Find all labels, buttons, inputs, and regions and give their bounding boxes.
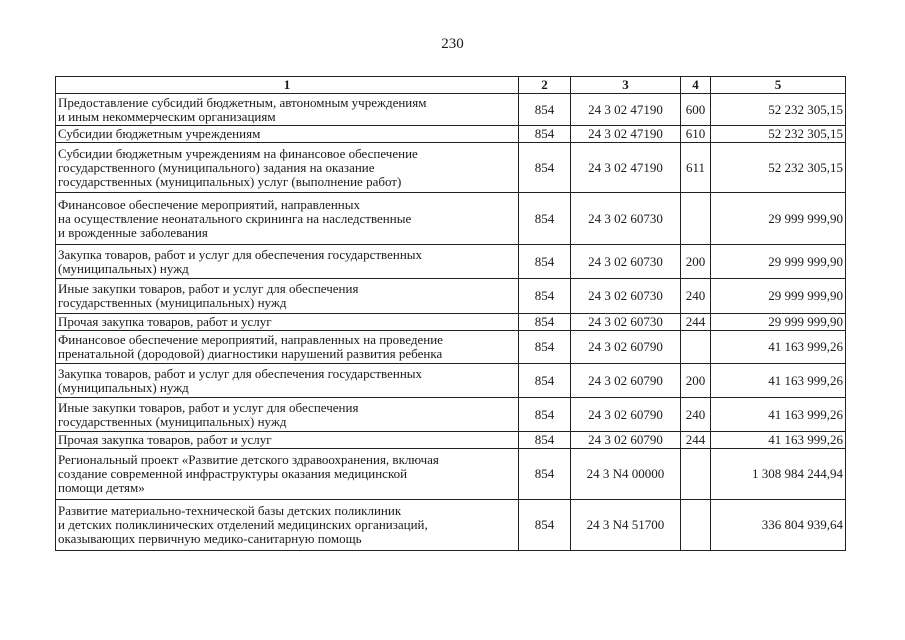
row-csr-code: 24 3 02 60730 — [571, 314, 681, 331]
table-row — [56, 193, 846, 245]
table-row — [56, 331, 846, 364]
row-sum: 1 308 984 244,94 — [711, 449, 846, 500]
table-row — [56, 398, 846, 432]
row-grbs-code: 854 — [519, 364, 571, 398]
row-name: Иные закупки товаров, работ и услуг для обеспечения государственных (муниципальных) нужд — [56, 398, 519, 432]
row-grbs-code: 854 — [519, 449, 571, 500]
row-sum: 41 163 999,26 — [711, 364, 846, 398]
table-row — [56, 126, 846, 143]
row-grbs-code: 854 — [519, 279, 571, 314]
row-sum: 52 232 305,15 — [711, 126, 846, 143]
row-vr-code: 240 — [681, 279, 711, 314]
row-vr-code: 610 — [681, 126, 711, 143]
row-name: Финансовое обеспечение мероприятий, направленных на осуществление неонатального скрининга на наследственные и врожденные заболевания — [56, 193, 519, 245]
row-name: Иные закупки товаров, работ и услуг для обеспечения государственных (муниципальных) нужд — [56, 279, 519, 314]
row-name: Региональный проект «Развитие детского здравоохранения, включая создание современной инфраструктуры оказания медицинской помощи детям» — [56, 449, 519, 500]
row-name: Прочая закупка товаров, работ и услуг — [56, 314, 519, 331]
table-row — [56, 432, 846, 449]
row-vr-code: 244 — [681, 432, 711, 449]
row-sum: 41 163 999,26 — [711, 432, 846, 449]
row-vr-code: 240 — [681, 398, 711, 432]
header-col-2: 2 — [519, 77, 571, 94]
row-name: Субсидии бюджетным учреждениям на финансовое обеспечение государственного (муниципального) задания на оказание государственных (муниципальных) услуг (выполнение работ) — [56, 143, 519, 193]
header-col-3: 3 — [571, 77, 681, 94]
row-name: Субсидии бюджетным учреждениям — [56, 126, 519, 143]
row-grbs-code: 854 — [519, 193, 571, 245]
row-grbs-code: 854 — [519, 331, 571, 364]
row-vr-code — [681, 331, 711, 364]
table-row — [56, 279, 846, 314]
table-row — [56, 500, 846, 551]
row-csr-code: 24 3 02 47190 — [571, 126, 681, 143]
row-name: Закупка товаров, работ и услуг для обеспечения государственных (муниципальных) нужд — [56, 245, 519, 279]
row-grbs-code: 854 — [519, 398, 571, 432]
row-sum: 336 804 939,64 — [711, 500, 846, 551]
row-csr-code: 24 3 02 47190 — [571, 143, 681, 193]
row-grbs-code: 854 — [519, 432, 571, 449]
row-sum: 29 999 999,90 — [711, 245, 846, 279]
table-row — [56, 94, 846, 126]
header-col-5: 5 — [711, 77, 846, 94]
row-sum: 29 999 999,90 — [711, 279, 846, 314]
table-row — [56, 364, 846, 398]
header-col-1: 1 — [56, 77, 519, 94]
row-vr-code — [681, 500, 711, 551]
row-vr-code: 600 — [681, 94, 711, 126]
budget-table — [55, 76, 846, 551]
row-grbs-code: 854 — [519, 245, 571, 279]
table-row — [56, 143, 846, 193]
row-sum: 52 232 305,15 — [711, 94, 846, 126]
row-csr-code: 24 3 02 60730 — [571, 193, 681, 245]
row-sum: 29 999 999,90 — [711, 193, 846, 245]
row-grbs-code: 854 — [519, 500, 571, 551]
row-vr-code: 200 — [681, 364, 711, 398]
row-grbs-code: 854 — [519, 126, 571, 143]
row-csr-code: 24 3 N4 00000 — [571, 449, 681, 500]
row-csr-code: 24 3 02 47190 — [571, 94, 681, 126]
row-csr-code: 24 3 02 60790 — [571, 398, 681, 432]
header-col-4: 4 — [681, 77, 711, 94]
row-name: Развитие материально-технической базы детских поликлиник и детских поликлинических отделений медицинских организаций, оказывающих первичную медико-санитарную помощь — [56, 500, 519, 551]
page-number: 230 — [441, 36, 464, 52]
row-vr-code: 244 — [681, 314, 711, 331]
row-csr-code: 24 3 N4 51700 — [571, 500, 681, 551]
row-name: Предоставление субсидий бюджетным, автономным учреждениям и иным некоммерческим организациям — [56, 94, 519, 126]
table-header-row — [56, 77, 846, 94]
row-grbs-code: 854 — [519, 314, 571, 331]
row-name: Финансовое обеспечение мероприятий, направленных на проведение пренатальной (дородовой) диагностики нарушений развития ребенка — [56, 331, 519, 364]
row-name: Закупка товаров, работ и услуг для обеспечения государственных (муниципальных) нужд — [56, 364, 519, 398]
row-vr-code: 200 — [681, 245, 711, 279]
row-vr-code — [681, 193, 711, 245]
row-grbs-code: 854 — [519, 143, 571, 193]
row-sum: 41 163 999,26 — [711, 398, 846, 432]
table-row — [56, 314, 846, 331]
row-sum: 52 232 305,15 — [711, 143, 846, 193]
row-grbs-code: 854 — [519, 94, 571, 126]
row-csr-code: 24 3 02 60790 — [571, 364, 681, 398]
row-vr-code — [681, 449, 711, 500]
table-row — [56, 449, 846, 500]
row-sum: 29 999 999,90 — [711, 314, 846, 331]
row-csr-code: 24 3 02 60730 — [571, 279, 681, 314]
row-sum: 41 163 999,26 — [711, 331, 846, 364]
row-vr-code: 611 — [681, 143, 711, 193]
row-csr-code: 24 3 02 60730 — [571, 245, 681, 279]
row-name: Прочая закупка товаров, работ и услуг — [56, 432, 519, 449]
table-row — [56, 245, 846, 279]
row-csr-code: 24 3 02 60790 — [571, 331, 681, 364]
row-csr-code: 24 3 02 60790 — [571, 432, 681, 449]
